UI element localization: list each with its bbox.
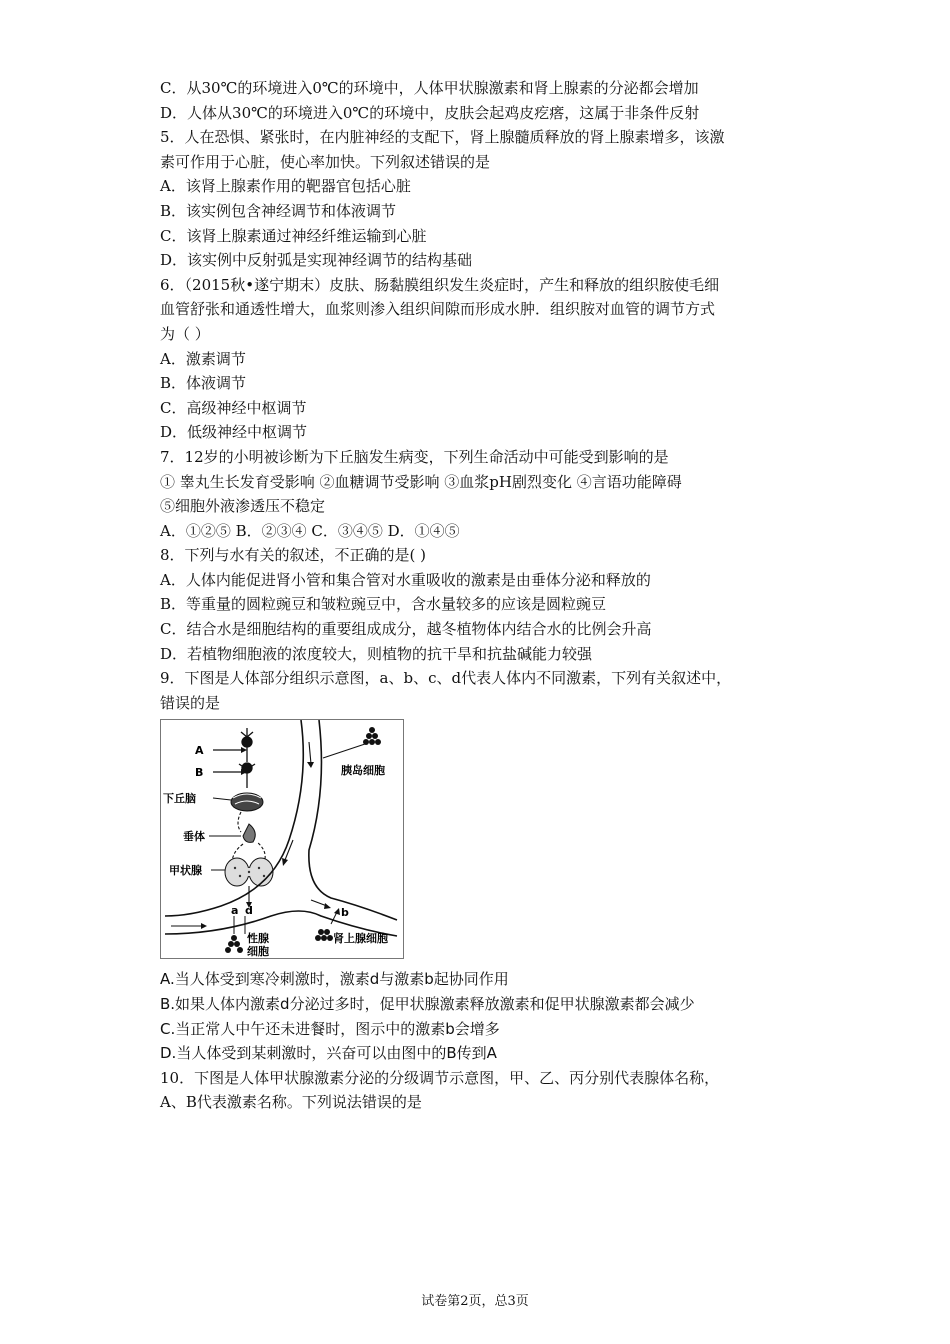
- question-line: 6．（2015秋•遂宁期末）皮肤、肠黏膜组织发生炎症时，产生和释放的组织胺使毛细: [160, 275, 720, 294]
- option-line: C．该肾上腺素通过神经纤维运输到心脏: [160, 226, 427, 245]
- option-line: C.当正常人中午还未进餐时，图示中的激素b会增多: [160, 1019, 500, 1038]
- option-line: A.当人体受到寒冷刺激时，激素d与激素b起协同作用: [160, 970, 509, 989]
- endocrine-diagram: [160, 719, 404, 959]
- option-line: A．该肾上腺素作用的靶器官包括心脏: [160, 177, 411, 196]
- question-line: 10．下图是人体甲状腺激素分泌的分级调节示意图，甲、乙、丙分别代表腺体名称，: [160, 1068, 720, 1087]
- label-islet-cells: 胰岛细胞: [341, 764, 385, 778]
- label-A: A: [195, 744, 204, 758]
- hypothalamus-icon: [231, 793, 263, 811]
- neuron-icon: [239, 728, 255, 788]
- endocrine-diagram-svg: [161, 720, 403, 958]
- question-line: 7．12岁的小明被诊断为下丘脑发生病变，下列生命活动中可能受到影响的是: [160, 447, 669, 466]
- label-hypothalamus: 下丘脑: [163, 792, 196, 806]
- label-gonad-2: 细胞: [247, 945, 269, 959]
- question-line: ① 睾丸生长发育受影响 ②血糖调节受影响 ③血浆pH剧烈变化 ④言语功能障碍: [160, 472, 682, 491]
- option-line: D．低级神经中枢调节: [160, 423, 308, 442]
- option-line: A．①②⑤ B．②③④ C．③④⑤ D．①④⑤: [160, 521, 460, 540]
- gonad-cell-icon: [225, 935, 243, 953]
- option-line: A．激素调节: [160, 349, 246, 368]
- question-line: 素可作用于心脏，使心率加快。下列叙述错误的是: [160, 152, 491, 171]
- label-d: d: [245, 904, 253, 918]
- label-a: a: [231, 904, 239, 918]
- label-adrenal-cells: 肾上腺细胞: [333, 932, 388, 946]
- label-b: b: [341, 906, 349, 920]
- question-line: C．从30℃的环境进入0℃的环境中，人体甲状腺激素和肾上腺素的分泌都会增加: [160, 79, 699, 97]
- page-content: [160, 76, 800, 1115]
- option-line: C．结合水是细胞结构的重要组成成分，越冬植物体内结合水的比例会升高: [160, 620, 652, 639]
- islet-cell-icon: [363, 727, 381, 745]
- option-line: D.当人体受到某刺激时，兴奋可以由图中的B传到A: [160, 1044, 497, 1063]
- option-line: B．等重量的圆粒豌豆和皱粒豌豆中，含水量较多的应该是圆粒豌豆: [160, 595, 607, 614]
- question-line: 9．下图是人体部分组织示意图，a、b、c、d代表人体内不同激素，下列有关叙述中，: [160, 669, 732, 688]
- thyroid-icon: [225, 858, 273, 886]
- option-line: B.如果人体内激素d分泌过多时，促甲状腺激素释放激素和促甲状腺激素都会减少: [160, 995, 695, 1014]
- question-line: A、B代表激素名称。下列说法错误的是: [160, 1093, 422, 1112]
- option-line: D．若植物细胞液的浓度较大，则植物的抗干旱和抗盐碱能力较强: [160, 644, 593, 663]
- label-B: B: [195, 766, 204, 780]
- question-line: ⑤细胞外液渗透压不稳定: [160, 497, 326, 516]
- option-line: B．体液调节: [160, 374, 247, 393]
- question-line: 5．人在恐惧、紧张时，在内脏神经的支配下，肾上腺髓质释放的肾上腺素增多，该激: [160, 128, 725, 147]
- question-line: 8．下列与水有关的叙述，不正确的是( ): [160, 546, 427, 565]
- option-line: B．该实例包含神经调节和体液调节: [160, 201, 397, 220]
- option-line: C．高级神经中枢调节: [160, 398, 307, 417]
- pituitary-icon: [243, 824, 255, 842]
- question-line: 为（ ）: [160, 324, 210, 343]
- question-line: 错误的是: [160, 693, 221, 712]
- page-footer: 试卷第2页，总3页: [421, 1294, 529, 1309]
- label-gonad-1: 性腺: [247, 932, 269, 946]
- adrenal-cell-icon: [315, 929, 333, 941]
- option-line: A．人体内能促进肾小管和集合管对水重吸收的激素是由垂体分泌和释放的: [160, 570, 651, 589]
- option-line: D．该实例中反射弧是实现神经调节的结构基础: [160, 251, 473, 270]
- label-pituitary: 垂体: [183, 830, 205, 844]
- question-line: 血管舒张和通透性增大，血浆则渗入组织间隙而形成水肿．组织胺对血管的调节方式: [160, 300, 716, 319]
- question-line: D．人体从30℃的环境进入0℃的环境中，皮肤会起鸡皮疙瘩，这属于非条件反射: [160, 103, 700, 122]
- label-thyroid: 甲状腺: [169, 864, 202, 878]
